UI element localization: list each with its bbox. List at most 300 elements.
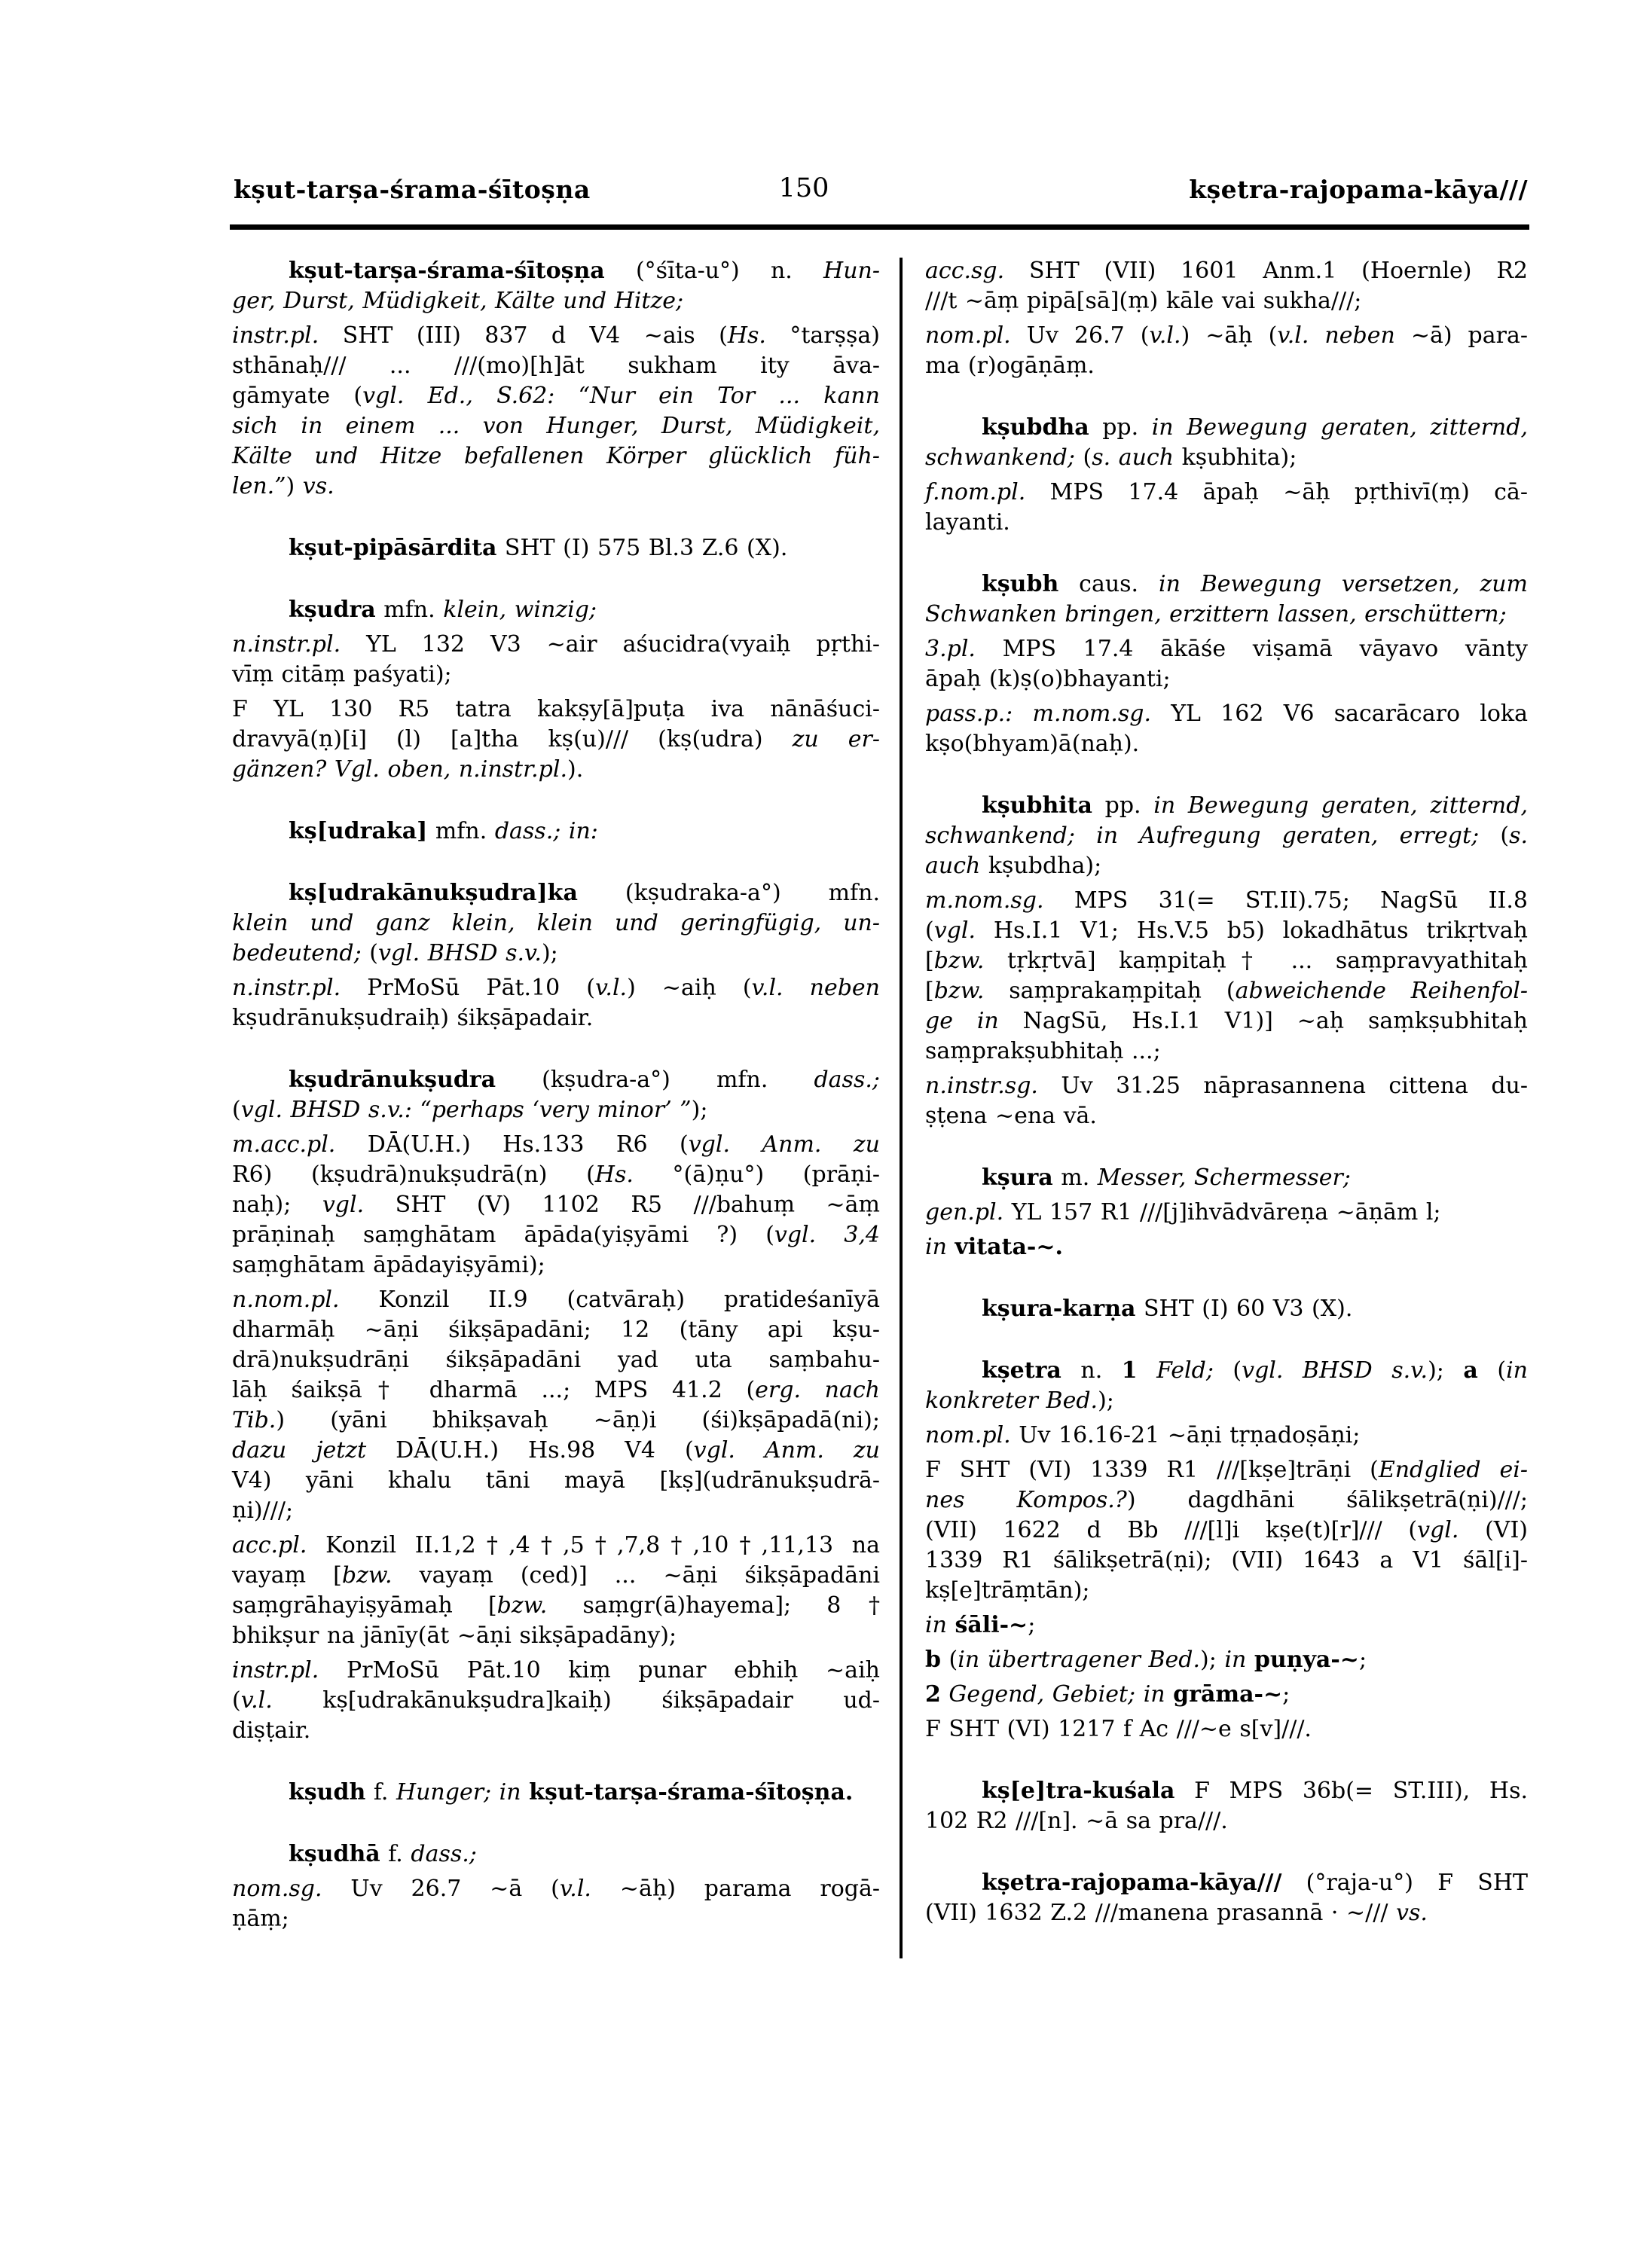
italic-text: vgl. 3,4	[774, 1222, 881, 1248]
form-paragraph	[925, 1610, 1528, 1641]
italic-text: nes Kompos.?	[925, 1487, 1127, 1513]
plain-text: Konzil II.1,2†,4†,5†,7,8†,10†,11,13 na	[307, 1532, 880, 1558]
italic-text: in	[925, 1234, 947, 1260]
text-line	[232, 1466, 880, 1496]
plain-text: SHT (VII) 1601 Anm.1 (Hoernle) R2	[1004, 258, 1528, 284]
text-line	[232, 1065, 880, 1095]
dictionary-entry	[232, 1065, 880, 1125]
plain-text: F MPS 36b(= ST.III), Hs.	[1174, 1778, 1528, 1804]
text-line	[232, 1656, 880, 1686]
plain-text: );	[1428, 1357, 1464, 1384]
italic-text: Hun-	[823, 258, 880, 284]
plain-text: ///t ~āṃ pipā[sā](ṃ) kāle vai sukha///;	[925, 288, 1362, 314]
text-line	[232, 1406, 880, 1436]
text-line	[232, 381, 880, 411]
plain-text: (kṣudraka-a°) mfn.	[577, 880, 880, 906]
text-line	[232, 533, 880, 563]
text-line	[232, 1220, 880, 1250]
plain-text: saṃgrāhayiṣyāmaḥ [	[232, 1592, 497, 1619]
plain-text: (	[1074, 444, 1092, 471]
italic-text: in übertragener Bed.	[958, 1647, 1201, 1673]
plain-text: kṣudrānukṣudraiḥ) śikṣāpadair.	[232, 1005, 594, 1031]
text-line	[232, 694, 880, 725]
text-line	[925, 791, 1528, 821]
plain-text: caus.	[1058, 571, 1159, 597]
plain-text: 102 R2 ///[n]. ~ā sa pra///.	[925, 1808, 1228, 1834]
dictionary-entry	[925, 1163, 1528, 1193]
italic-text: bzw.	[496, 1592, 548, 1619]
italic-text: in Bewegung geraten, zitternd,	[1153, 792, 1528, 819]
bold-text: kṣubh	[982, 571, 1059, 597]
plain-text: diṣṭair.	[232, 1717, 311, 1744]
plain-text: (	[1479, 823, 1510, 849]
italic-text: acc.sg.	[925, 258, 1005, 284]
dictionary-entry	[925, 413, 1528, 473]
text-line	[925, 1714, 1528, 1744]
italic-text: dass.;	[814, 1067, 880, 1093]
form-paragraph	[925, 1198, 1528, 1228]
plain-text: naḥ);	[232, 1192, 322, 1218]
plain-text: (°raja-u°) F SHT	[1281, 1870, 1528, 1896]
plain-text: sthānaḥ/// ... ///(mo)[h]āt sukham ity āva-	[232, 353, 880, 379]
text-line	[925, 851, 1528, 881]
text-line	[925, 1516, 1528, 1546]
italic-text: v.l.	[595, 975, 628, 1001]
plain-text: drā)nukṣudrāṇi śikṣāpadāni yad uta saṃbahu-	[232, 1347, 880, 1373]
text-line	[232, 1095, 880, 1125]
text-line	[925, 569, 1528, 600]
text-line	[232, 1160, 880, 1190]
italic-text: n.instr.sg.	[925, 1073, 1038, 1099]
text-line	[925, 1356, 1528, 1386]
bold-text: kṣetra-rajopama-kāya///	[982, 1870, 1282, 1896]
plain-text: vayaṃ (ced)] ... ~āṇi śikṣāpadāni	[392, 1562, 880, 1589]
italic-text: instr.pl.	[232, 322, 319, 349]
plain-text: saṃghātam āpādayiṣyāmi);	[232, 1252, 545, 1278]
text-line	[232, 256, 880, 286]
plain-text: 1339 R1 śālikṣetrā(ṇi); (VII) 1643 a V1 śāl[i]-	[925, 1547, 1528, 1574]
bold-text: grāma-~	[1173, 1681, 1283, 1708]
bold-text: 2	[925, 1681, 941, 1708]
text-line	[232, 1190, 880, 1220]
bold-text: kṣut-pipāsārdita	[289, 535, 497, 561]
dictionary-entry	[925, 791, 1528, 881]
italic-text: v.l. neben	[1277, 322, 1395, 349]
right-column	[925, 256, 1528, 1928]
plain-text: kṣ[udrakānukṣudra]kaiḥ) śikṣāpadair ud-	[272, 1687, 880, 1714]
plain-text	[1246, 1647, 1254, 1673]
italic-text: nom.pl.	[925, 1422, 1011, 1448]
plain-text: );	[1200, 1647, 1225, 1673]
italic-text: s.	[1509, 823, 1528, 849]
text-line	[925, 976, 1528, 1006]
plain-text: F YL 130 R5 tatra kakṣy[ā]puṭa iva nānāśuci-	[232, 696, 880, 722]
form-paragraph	[232, 630, 880, 690]
form-paragraph	[925, 1680, 1528, 1710]
plain-text: YL 132 V3 ~air aśucidra(vyaiḥ pṛthi-	[341, 631, 880, 658]
text-line	[232, 908, 880, 939]
text-line	[232, 1315, 880, 1345]
plain-text: (	[1477, 1357, 1507, 1384]
plain-text: ) ~āḥ (	[1181, 322, 1278, 349]
italic-text: gen.pl.	[925, 1199, 1004, 1226]
italic-text: auch	[925, 853, 981, 879]
plain-text: (kṣudra-a°) mfn.	[496, 1067, 814, 1093]
italic-text: bedeutend;	[232, 940, 362, 966]
plain-text	[1135, 1681, 1144, 1708]
text-line	[232, 321, 880, 351]
plain-text: pp.	[1089, 414, 1152, 441]
text-line	[925, 1198, 1528, 1228]
italic-text: sich in einem ... von Hunger, Durst, Müdigkeit,	[232, 413, 880, 439]
text-line	[232, 286, 880, 316]
dictionary-entry	[232, 595, 880, 625]
plain-text: (VII) 1632 Z.2 ///manena prasannā · ~///	[925, 1900, 1396, 1926]
italic-text: vgl. Anm. zu	[688, 1131, 880, 1158]
plain-text: Uv 26.7 ~ā (	[322, 1876, 560, 1902]
text-line	[925, 256, 1528, 286]
plain-text: Uv 16.16-21 ~āṇi tṛṇadoṣāṇi;	[1010, 1422, 1361, 1448]
italic-text: in Bewegung versetzen, zum	[1158, 571, 1529, 597]
text-line	[232, 725, 880, 755]
text-line	[925, 1868, 1528, 1898]
italic-text: v.l.	[240, 1687, 273, 1714]
bold-text: kṣudhā	[289, 1841, 380, 1867]
plain-text: );	[691, 1097, 708, 1123]
text-line	[925, 351, 1528, 381]
italic-text: vgl.	[1417, 1517, 1459, 1543]
plain-text: ~ā) para-	[1394, 322, 1529, 349]
italic-text: Feld;	[1156, 1357, 1214, 1384]
italic-text: v.l.	[559, 1876, 591, 1902]
text-line	[232, 1003, 880, 1033]
italic-text: v.l.	[1149, 322, 1181, 349]
plain-text: MPS 31(= ST.II).75; NagSū II.8	[1043, 887, 1528, 914]
plain-text: );	[1098, 1387, 1114, 1414]
plain-text: lāḥ śaikṣā† dharmā ...; MPS 41.2 (	[232, 1377, 756, 1403]
text-line	[925, 699, 1528, 729]
column-divider	[900, 258, 903, 1958]
plain-text: (	[232, 1687, 241, 1714]
plain-text: F SHT (VI) 1217 f Ac ///~e s[v]///.	[925, 1716, 1312, 1742]
plain-text: F SHT (VI) 1339 R1 ///[kṣe]trāṇi (	[925, 1457, 1379, 1483]
text-line	[232, 1375, 880, 1406]
left-column	[232, 256, 880, 1934]
italic-text: schwankend;	[925, 444, 1075, 471]
text-line	[232, 1130, 880, 1160]
form-paragraph	[232, 973, 880, 1033]
italic-text: 3.pl.	[925, 636, 976, 662]
plain-text: Konzil II.9 (catvāraḥ) pratideśanīyā	[339, 1287, 880, 1313]
text-line	[925, 1101, 1528, 1131]
italic-text: vgl. Anm. zu	[693, 1437, 880, 1464]
italic-text: zu er-	[792, 726, 880, 752]
dictionary-entry	[925, 569, 1528, 630]
plain-text: kṣ[e]trāṃtān);	[925, 1577, 1090, 1604]
plain-text: kṣubhita);	[1174, 444, 1297, 471]
text-line	[232, 1621, 880, 1651]
text-line	[232, 1496, 880, 1526]
plain-text	[521, 1779, 530, 1806]
text-line	[925, 1163, 1528, 1193]
plain-text: ).	[567, 756, 584, 783]
text-line	[925, 1455, 1528, 1485]
plain-text: (	[1213, 1357, 1242, 1384]
plain-text: ;	[1282, 1681, 1291, 1708]
plain-text: bhikṣur na jānīy(āt ~āṇi sikṣāpadāny);	[232, 1622, 677, 1649]
text-line	[232, 1345, 880, 1375]
italic-text: in	[925, 1612, 947, 1638]
italic-text: vgl. BHSD s.v.	[1242, 1357, 1428, 1384]
italic-text: vgl.	[933, 917, 976, 944]
italic-text: schwankend; in Aufregung geraten, erregt;	[925, 823, 1480, 849]
plain-text: mfn.	[427, 818, 495, 844]
italic-text: Schwanken bringen, erzittern lassen, erschüttern;	[925, 601, 1507, 627]
italic-text: Gegend, Gebiet;	[948, 1681, 1136, 1708]
plain-text: Uv 26.7 (	[1010, 322, 1150, 349]
plain-text: MPS 17.4 āpaḥ ~āḥ pṛthivī(ṃ) cā-	[1025, 479, 1528, 505]
italic-text: m.nom.sg.	[925, 887, 1044, 914]
bold-text: a	[1463, 1357, 1478, 1384]
italic-text: klein und ganz klein, klein und geringfügig, un-	[232, 910, 880, 936]
text-line	[925, 1546, 1528, 1576]
dictionary-entry	[925, 1294, 1528, 1324]
form-paragraph	[232, 321, 880, 502]
text-line	[232, 472, 880, 502]
text-line	[232, 1250, 880, 1281]
dictionary-entry	[232, 878, 880, 969]
form-paragraph	[925, 478, 1528, 538]
form-paragraph	[232, 1656, 880, 1746]
plain-text: (	[940, 1647, 958, 1673]
plain-text: ṇi)///;	[232, 1497, 294, 1524]
text-line	[232, 1561, 880, 1591]
bold-text: kṣubdha	[982, 414, 1089, 441]
plain-text: PrMoSū Pāt.10 (	[341, 975, 596, 1001]
plain-text: ) ~aiḥ (	[627, 975, 752, 1001]
text-line	[232, 660, 880, 690]
dictionary-entry	[925, 1776, 1528, 1836]
plain-text: SHT (V) 1102 R5 ///bahuṃ ~āṃ	[364, 1192, 880, 1218]
italic-text: v.l. neben	[751, 975, 880, 1001]
text-line	[925, 1006, 1528, 1036]
italic-text: in	[1143, 1681, 1165, 1708]
bold-text: kṣut-tarṣa-śrama-śītoṣṇa	[289, 258, 605, 284]
plain-text: );	[541, 940, 558, 966]
italic-text: dass.;	[411, 1841, 477, 1867]
plain-text: PrMoSū Pāt.10 kiṃ punar ebhiḥ ~aiḥ	[319, 1657, 880, 1683]
italic-text: nom.sg.	[232, 1876, 322, 1902]
text-line	[232, 755, 880, 785]
form-paragraph	[925, 1645, 1528, 1675]
plain-text: ;	[1358, 1647, 1367, 1673]
text-line	[925, 634, 1528, 664]
page-number: 150	[778, 173, 829, 203]
form-paragraph	[925, 1714, 1528, 1744]
bold-text: vitata-~.	[955, 1234, 1063, 1260]
text-line	[925, 1645, 1528, 1675]
text-line	[925, 1036, 1528, 1067]
italic-text: erg. nach	[755, 1377, 880, 1403]
text-line	[232, 1904, 880, 1934]
text-line	[925, 443, 1528, 473]
plain-text: saṃprakṣubhitaḥ ...;	[925, 1038, 1161, 1064]
form-paragraph	[232, 1874, 880, 1934]
italic-text: konkreter Bed.	[925, 1387, 1098, 1414]
text-line	[925, 1386, 1528, 1416]
text-line	[925, 600, 1528, 630]
italic-text: Hunger; in	[396, 1779, 521, 1806]
text-line	[925, 1071, 1528, 1101]
plain-text: (	[232, 1097, 241, 1123]
text-line	[925, 1421, 1528, 1451]
plain-text: vayaṃ [	[232, 1562, 342, 1589]
text-line	[232, 1874, 880, 1904]
header-rule	[230, 224, 1529, 230]
text-line	[925, 478, 1528, 508]
italic-text: bzw.	[933, 948, 985, 974]
plain-text: (VI)	[1459, 1517, 1529, 1543]
plain-text: YL 162 V6 sacarācaro loka	[1151, 701, 1528, 727]
plain-text: saṃprakaṃpitaḥ (	[984, 978, 1236, 1004]
bold-text: kṣura	[982, 1165, 1053, 1191]
bold-text: b	[925, 1647, 941, 1673]
text-line	[925, 916, 1528, 946]
italic-text: pass.p.: m.nom.sg.	[925, 701, 1151, 727]
plain-text: f.	[365, 1779, 396, 1806]
dictionary-entry	[232, 256, 880, 316]
dictionary-entry	[232, 817, 880, 847]
italic-text: Tib.	[232, 1407, 276, 1433]
text-line	[925, 729, 1528, 759]
plain-text: prāṇinaḥ saṃghātam āpāda(yiṣyāmi ?) (	[232, 1222, 774, 1248]
text-line	[925, 1232, 1528, 1262]
plain-text: f.	[380, 1841, 411, 1867]
plain-text	[1165, 1681, 1174, 1708]
italic-text: len.”	[232, 473, 286, 499]
plain-text: dharmāḥ ~āṇi śikṣāpadāni; 12 (tāny api kṣu-	[232, 1317, 880, 1343]
bold-text: kṣetra	[982, 1357, 1061, 1384]
text-line	[925, 1776, 1528, 1806]
italic-text: n.instr.pl.	[232, 631, 341, 658]
italic-text: bzw.	[341, 1562, 393, 1589]
italic-text: Hs.	[594, 1161, 634, 1188]
plain-text: V4) yāni khalu tāni mayā [kṣ](udrānukṣudrā-	[232, 1467, 880, 1494]
plain-text: ) (yāni bhikṣavaḥ ~āṇ)i (śi)kṣāpadā(ni);	[276, 1407, 880, 1433]
plain-text: ~āḥ) parama rogā-	[591, 1876, 880, 1902]
plain-text: YL 157 R1 ///[j]ihvādvāreṇa ~āṇām l;	[1003, 1199, 1441, 1226]
bold-text: kṣut-tarṣa-śrama-śītoṣṇa.	[529, 1779, 854, 1806]
plain-text: MPS 17.4 ākāśe viṣamā vāyavo vānty	[975, 636, 1528, 662]
text-line	[232, 1778, 880, 1808]
running-head-left: kṣut-tarṣa-śrama-śītoṣṇa	[234, 175, 591, 204]
plain-text: )	[286, 473, 303, 499]
plain-text	[1138, 1357, 1157, 1384]
plain-text: (	[925, 917, 934, 944]
plain-text: āpaḥ (k)ṣ(o)bhayanti;	[925, 666, 1171, 692]
plain-text: Hs.I.1 V1; Hs.V.5 b5) lokadhātus trikṛtvaḥ	[976, 917, 1528, 944]
text-line	[232, 1436, 880, 1466]
italic-text: n.nom.pl.	[232, 1287, 340, 1313]
italic-text: s. auch	[1092, 444, 1174, 471]
plain-text: SHT (I) 60 V3 (X).	[1135, 1296, 1353, 1322]
dictionary-entry	[925, 1356, 1528, 1416]
text-line	[925, 321, 1528, 351]
text-line	[925, 664, 1528, 694]
text-line	[232, 1716, 880, 1746]
text-line	[925, 1680, 1528, 1710]
text-line	[925, 1806, 1528, 1836]
text-line	[925, 1294, 1528, 1324]
running-head-right: kṣetra-rajopama-kāya///	[1189, 175, 1528, 204]
text-line	[232, 351, 880, 381]
form-paragraph	[925, 1071, 1528, 1131]
form-paragraph	[925, 256, 1528, 316]
plain-text: kṣo(bhyam)ā(naḥ).	[925, 731, 1140, 757]
italic-text: gänzen? Vgl. oben, n.instr.pl.	[232, 756, 568, 783]
form-paragraph	[232, 1531, 880, 1651]
italic-text: Messer, Schermesser;	[1097, 1165, 1351, 1191]
plain-text: DĀ(U.H.) Hs.98 V4 (	[366, 1437, 694, 1464]
text-line	[232, 817, 880, 847]
bold-text: kṣubhita	[982, 792, 1092, 819]
italic-text: vs.	[302, 473, 334, 499]
text-line	[232, 973, 880, 1003]
text-line	[925, 886, 1528, 916]
form-paragraph	[232, 1130, 880, 1281]
text-line	[232, 1285, 880, 1315]
form-paragraph	[925, 886, 1528, 1067]
form-paragraph	[232, 694, 880, 785]
italic-text: vgl.	[322, 1192, 365, 1218]
text-line	[232, 1531, 880, 1561]
text-line	[925, 508, 1528, 538]
plain-text: DĀ(U.H.) Hs.133 R6 (	[335, 1131, 689, 1158]
plain-text: layanti.	[925, 509, 1010, 536]
plain-text: saṃgr(ā)hayema]; 8†	[547, 1592, 880, 1619]
text-line	[232, 441, 880, 472]
plain-text: [	[925, 978, 934, 1004]
dictionary-entry	[232, 1839, 880, 1870]
plain-text	[947, 1234, 955, 1260]
text-line	[232, 1686, 880, 1716]
plain-text: SHT (III) 837 d V4 ~ais (	[319, 322, 728, 349]
italic-text: m.acc.pl.	[232, 1131, 336, 1158]
text-line	[232, 411, 880, 441]
plain-text: ;	[1028, 1612, 1036, 1638]
plain-text: (°śīta-u°) n.	[604, 258, 824, 284]
italic-text: Endglied ei-	[1378, 1457, 1528, 1483]
form-paragraph	[925, 1232, 1528, 1262]
plain-text: SHT (I) 575 Bl.3 Z.6 (X).	[496, 535, 788, 561]
text-line	[232, 1591, 880, 1621]
italic-text: n.instr.pl.	[232, 975, 341, 1001]
dictionary-entry	[925, 1868, 1528, 1928]
text-line	[232, 1839, 880, 1870]
italic-text: in	[1224, 1647, 1247, 1673]
italic-text: vgl. BHSD s.v.: “perhaps ‘very minor’ ”	[240, 1097, 692, 1123]
text-line	[925, 286, 1528, 316]
plain-text: (	[361, 940, 378, 966]
italic-text: instr.pl.	[232, 1657, 319, 1683]
text-line	[925, 413, 1528, 443]
italic-text: acc.pl.	[232, 1532, 307, 1558]
text-line	[925, 1576, 1528, 1606]
form-paragraph	[925, 634, 1528, 694]
text-line	[925, 1485, 1528, 1516]
bold-text: kṣ[udrakānukṣudra]ka	[289, 880, 578, 906]
bold-text: kṣudra	[289, 597, 376, 623]
